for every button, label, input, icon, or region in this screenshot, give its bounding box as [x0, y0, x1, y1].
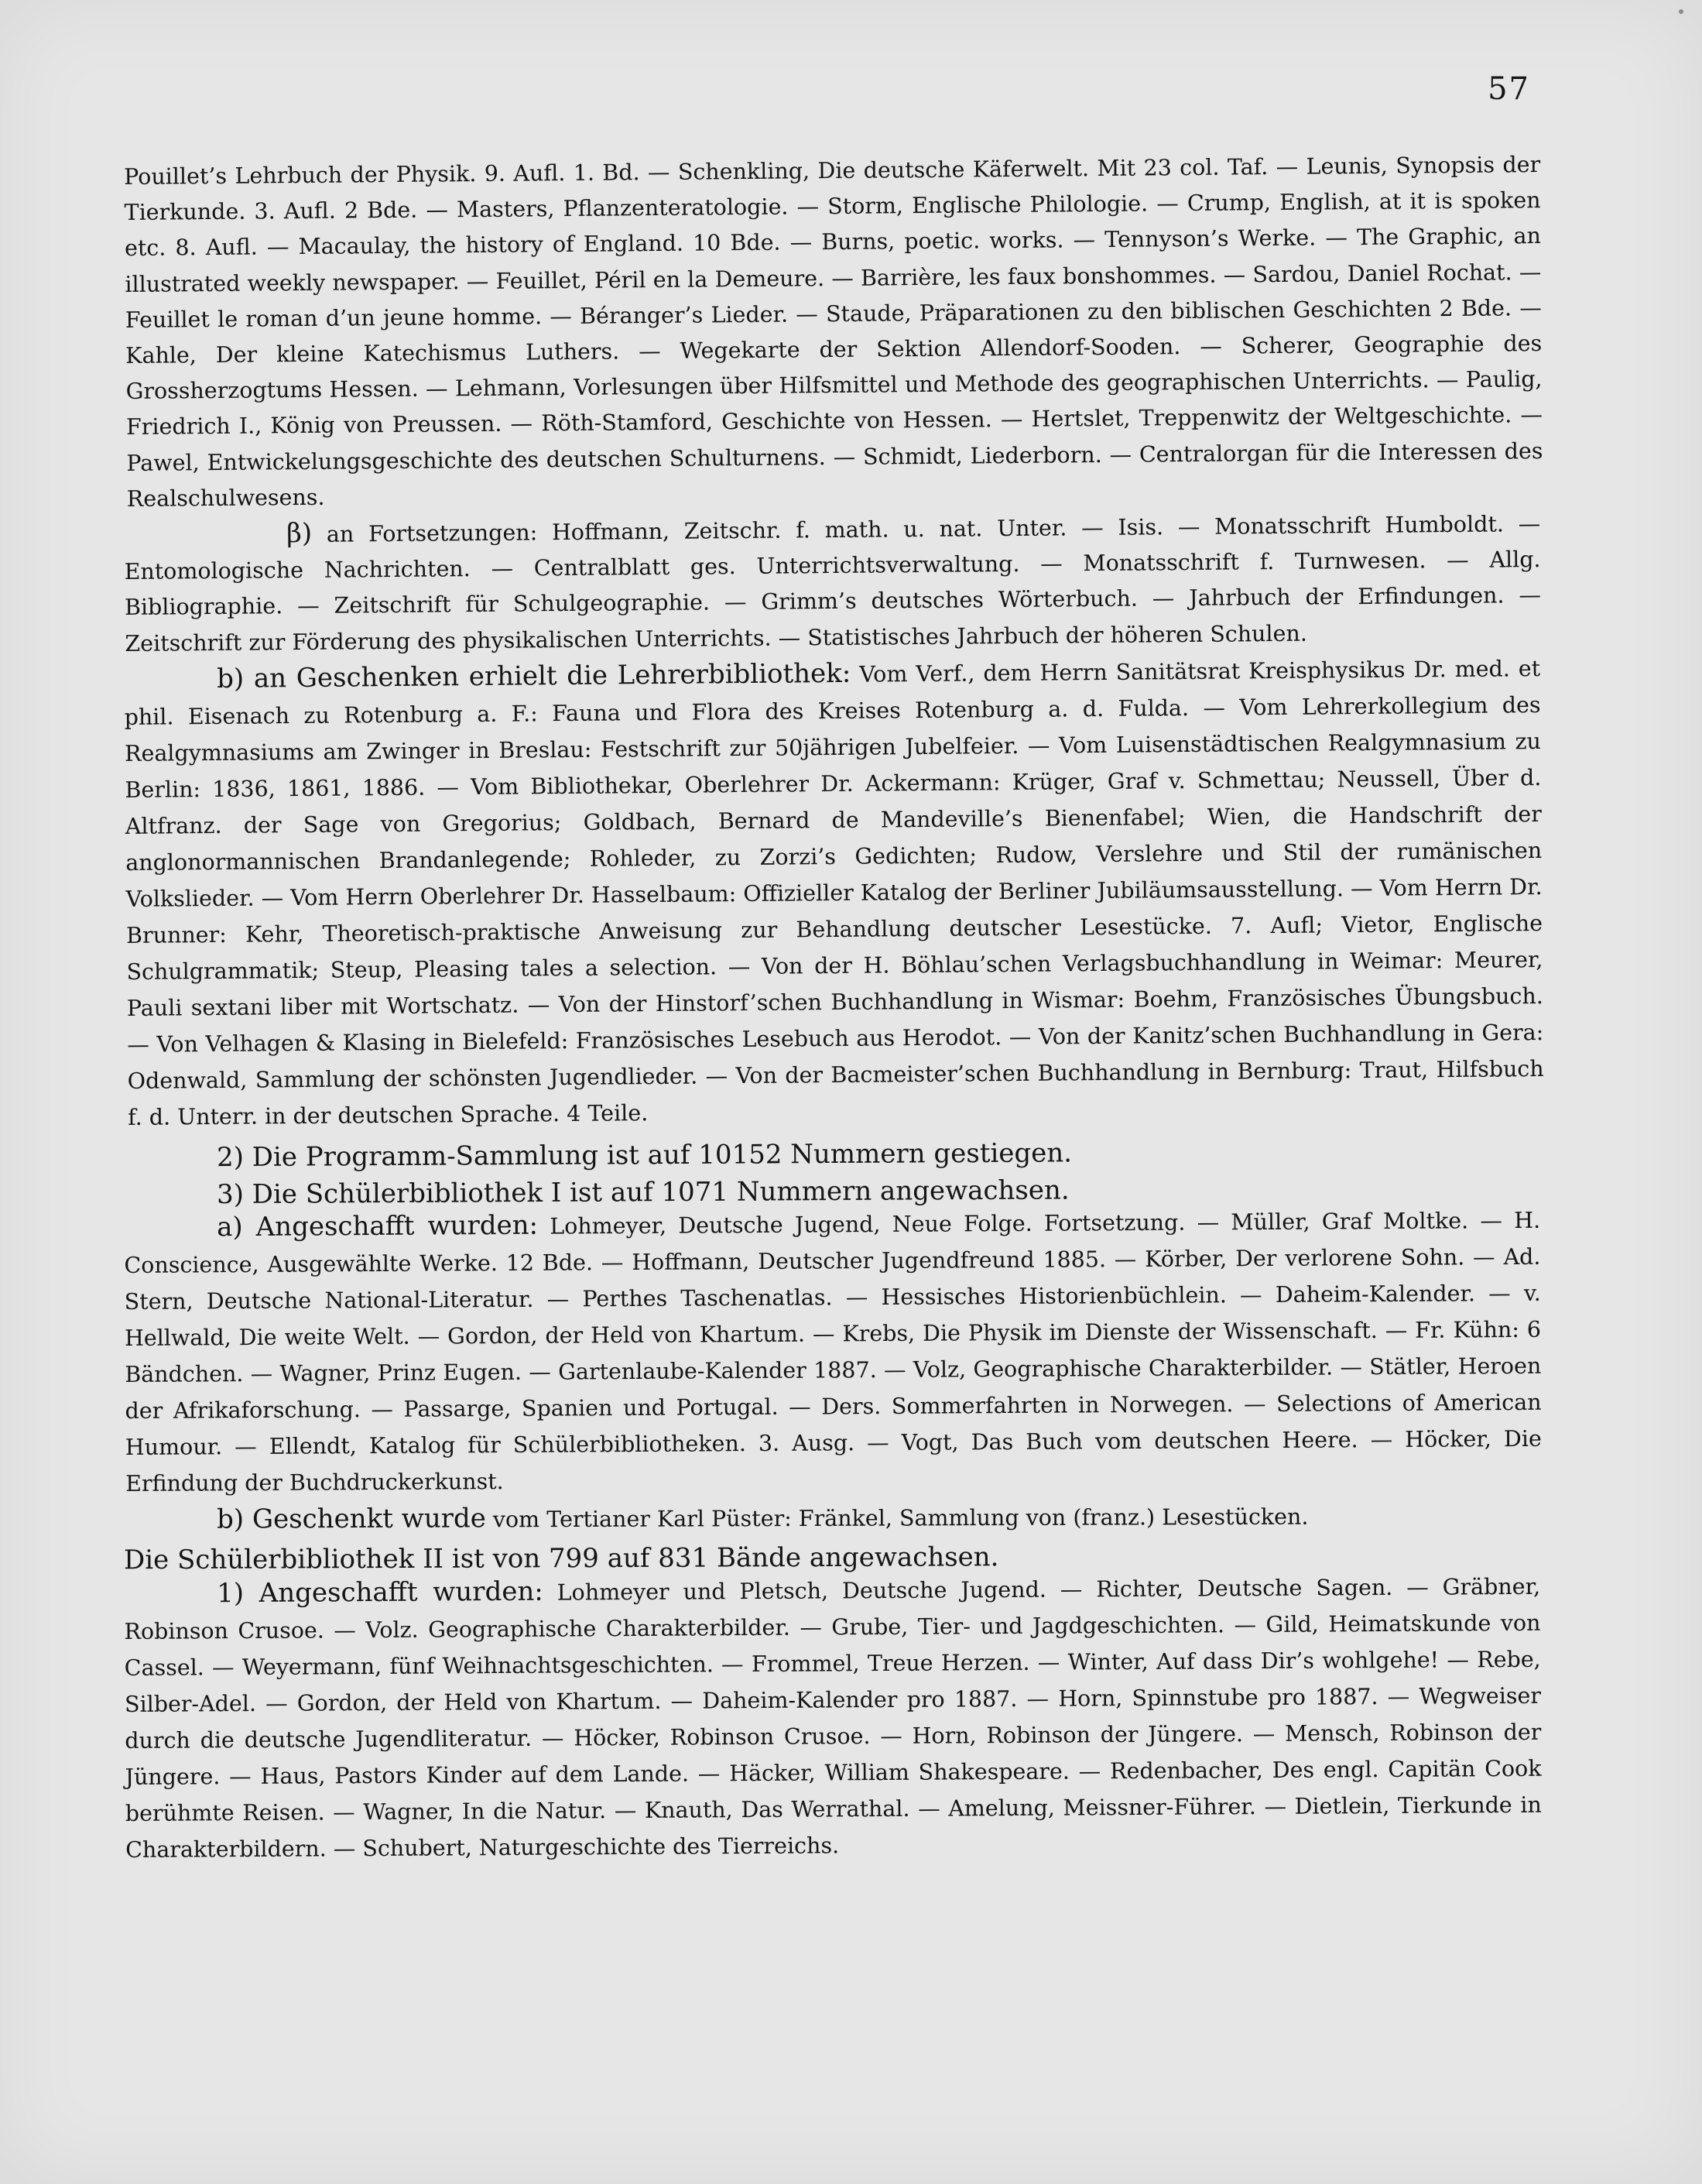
gifts-lead: b) an Geschenken erhielt die Lehrerbibliothek:: [217, 657, 851, 694]
angeschafft-2-lead: 1) Angeschafft wurden:: [217, 1575, 543, 1610]
paper-speck: [1679, 9, 1683, 14]
angeschafft-2-text: Lohmeyer und Pletsch, Deutsche Jugend. — Richter, Deutsche Sagen. — Gräbner, Robinson Crusoe. — Volz. Geographische Charakterbilder. — Grube, Tier- und Jagdgeschichten. — Gild, Heimatskunde von Cassel. — Weyermann, fünf Weihnachtsgeschichten. — Frommel, Treue Herzen. — Winter, Auf dass Dir’s wohlgehe! — Rebe, Silber-Adel. — Gordon, der Held von Khartum. — Daheim-Kalender pro 1887. — Horn, Spinnstube pro 1887. — Wegweiser durch die deutsche Jugendliteratur. — Höcker, Robinson Crusoe. — Horn, Robinson der Jüngere. — Mensch, Robinson der Jüngere. — Haus, Pastors Kinder auf dem Lande. — Häcker, William Shakespeare. — Redenbacher, Des engl. Capitän Cook berühmte Reisen. — Wagner, In die Natur. — Knauth, Das Werrathal. — Amelung, Meissner-Führer. — Dietlein, Tierkunde in Charakterbildern. — Schubert, Naturgeschichte des Tierreichs.: [124, 1573, 1542, 1863]
geschenkt-paragraph: [124, 1497, 1540, 1538]
page-number: 57: [1488, 71, 1530, 107]
beta-section: [124, 511, 1542, 662]
angeschafft-2-paragraph: [124, 1568, 1542, 1868]
angeschafft-lead: a) Angeschafft wurden:: [217, 1209, 539, 1243]
beta-text: an Fortsetzungen: Hoffmann, Zeitschr. f. math. u. nat. Unter. — Isis. — Monatsschrift Humboldt. — Entomologische Nachrichten. — Centralblatt ges. Unterrichtsverwaltung. — Monatsschrift f. Turnwesen. — Allg. Bibliographie. — Zeitschrift für Schulgeographie. — Grimm’s deutsches Wörterbuch. — Jahrbuch der Erfindungen. — Zeitschrift zur Förderung des physikalischen Unterrichts. — Statistisches Jahrbuch der höheren Schulen.: [124, 511, 1542, 657]
angeschafft-paragraph: [124, 1202, 1542, 1502]
schuelerbibliothek-2-line: Die Schülerbibliothek II ist von 799 auf 831 Bände angewachsen.: [123, 1541, 999, 1576]
angeschafft-2-section: [124, 1573, 1542, 1868]
programm-line: 2) Die Programm-Sammlung ist auf 10152 Nummern gestiegen.: [216, 1137, 1073, 1174]
page-body: [123, 152, 1544, 1868]
beta-lead: β): [286, 517, 313, 550]
gifts-paragraph: [124, 650, 1544, 1136]
programm-section: [124, 1136, 1540, 1173]
continued-list: [124, 152, 1543, 517]
geschenkt-text: vom Tertianer Karl Püster: Fränkel, Sammlung von (franz.) Lesestücken.: [492, 1503, 1309, 1533]
gifts-text: Vom Verf., dem Herrn Sanitätsrat Kreisphysikus Dr. med. et phil. Eisenach zu Rotenburg a. F.: Fauna und Flora des Kreises Rotenburg a. d. Fulda. — Vom Lehrerkollegium des Realgymnasiums am Zwinger in Breslau: Festschrift zur 50jährigen Jubelfeier. — Vom Luisenstädtischen Realgymnasium zu Berlin: 1836, 1861, 1886. — Vom Bibliothekar, Oberlehrer Dr. Ackermann: Krüger, Graf v. Schmettau; Neussell, Über d. Altfranz. der Sage von Gregorius; Goldbach, Bernard de Mandeville’s Bienenfabel; Wien, die Handschrift der anglonormannischen Brandanlegende; Rohleder, zu Zorzi’s Gedichten; Rudow, Verslehre und Stil der rumänischen Volkslieder. — Vom Herrn Oberlehrer Dr. Hasselbaum: Offizieller Katalog der Berliner Jubiläumsausstellung. — Vom Herrn Dr. Brunner: Kehr, Theoretisch-praktische Anweisung zur Behandlung deutscher Lesestücke. 7. Aufl; Vietor, Englische Schulgrammatik; Steup, Pleasing tales a selection. — Von der H. Böhlau’schen Verlagsbuchhandlung in Weimar: Meurer, Pauli sextani liber mit Wortschatz. — Von der Hinstorf’schen Buchhandlung in Wismar: Boehm, Französisches Übungsbuch. — Von Velhagen & Klasing in Bielefeld: Französisches Lesebuch aus Herodot. — Von der Kanitz’schen Buchhandlung in Gera: Odenwald, Sammlung der schönsten Jugendlieder. — Von der Bacmeister’schen Buchhandlung in Bernburg: Traut, Hilfsbuch f. d. Unterr. in der deutschen Sprache. 4 Teile.: [124, 655, 1544, 1130]
beta-paragraph: [124, 505, 1542, 662]
geschenkt-section: [124, 1502, 1540, 1539]
continued-paragraph: Pouillet’s Lehrbuch der Physik. 9. Aufl. 1. Bd. — Schenkling, Die deutsche Käferwelt. Mit 23 col. Taf. — Leunis, Synopsis der Tierkunde. 3. Aufl. 2 Bde. — Masters, Pflanzenteratologie. — Storm, Englische Philologie. — Crump, English, at it is spoken etc. 8. Aufl. — Macaulay, the history of England. 10 Bde. — Burns, poetic. works. — Tennyson’s Werke. — The Graphic, an illustrated weekly newspaper. — Feuillet, Péril en la Demeure. — Barrière, les faux bonshommes. — Sardou, Daniel Rochat. — Feuillet le roman d’un jeune homme. — Béranger’s Lieder. — Staude, Präparationen zu den biblischen Geschichten 2 Bde. — Kahle, Der kleine Katechismus Luthers. — Wegekarte der Sektion Allendorf-Sooden. — Scherer, Geographie des Grossherzogtums Hessen. — Lehmann, Vorlesungen über Hilfsmittel und Methode des geographischen Unterrichts. — Paulig, Friedrich I., König von Preussen. — Röth-Stamford, Geschichte von Hessen. — Hertslet, Treppenwitz der Weltgeschichte. — Pawel, Entwickelungsgeschichte des deutschen Schulturnens. — Schmidt, Liederborn. — Centralorgan für die Interessen des Realschulwesens.: [124, 152, 1543, 512]
schuelerbibliothek-1-line: 3) Die Schülerbibliothek I ist auf 1071 Nummern angewachsen.: [216, 1174, 1070, 1211]
geschenkt-lead: b) Geschenkt wurde: [217, 1503, 486, 1535]
gifts-section: [124, 655, 1544, 1136]
angeschafft-text: Lohmeyer, Deutsche Jugend, Neue Folge. Fortsetzung. — Müller, Graf Moltke. — H. Conscience, Ausgewählte Werke. 12 Bde. — Hoffmann, Deutscher Jugendfreund 1885. — Körber, Der verlorene Sohn. — Ad. Stern, Deutsche National-Literatur. — Perthes Taschenatlas. — Hessisches Historienbüchlein. — Daheim-Kalender. — v. Hellwald, Die weite Welt. — Gordon, der Held von Khartum. — Krebs, Die Physik im Dienste der Wissenschaft. — Fr. Kühn: 6 Bändchen. — Wagner, Prinz Eugen. — Gartenlaube-Kalender 1887. — Volz, Geographische Charakterbilder. — Stätler, Heroen der Afrikaforschung. — Passarge, Spanien und Portugal. — Ders. Sommerfahrten in Norwegen. — Selections of American Humour. — Ellendt, Katalog für Schülerbibliotheken. 3. Ausg. — Vogt, Das Buch vom deutschen Heere. — Höcker, Die Erfindung der Buchdruckerkunst.: [124, 1207, 1542, 1497]
angeschafft-section: [124, 1207, 1542, 1502]
